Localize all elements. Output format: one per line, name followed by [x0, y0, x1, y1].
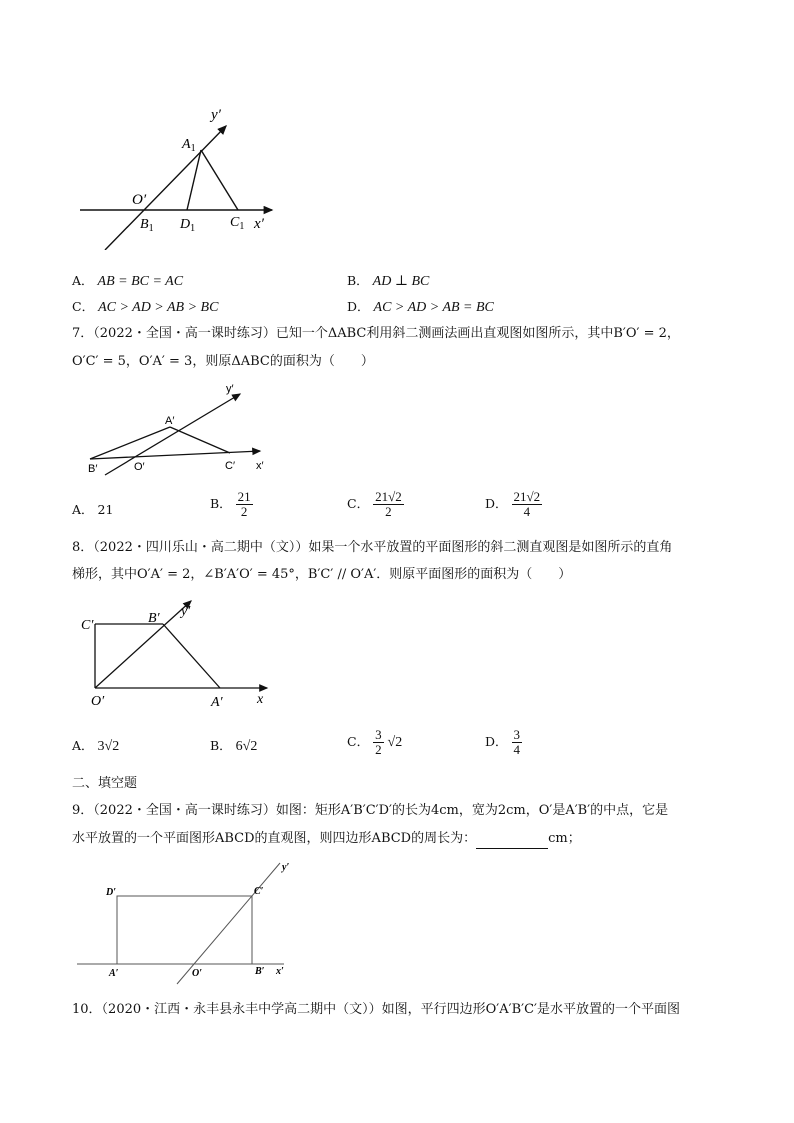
segment-a-c [170, 427, 230, 453]
label-y: y′ [282, 862, 290, 873]
label-x: x′ [254, 216, 264, 232]
q6-option-a[interactable] [72, 271, 183, 290]
q7-stem-line2: O′C′ = 5，O′A′ = 3，则原ΔABC的面积为（ ） [72, 354, 374, 369]
q8-stem-line1: 8．（2022・四川乐山・高二期中（文））如果一个水平放置的平面图形的斜二测直观图是如图所示的直角 [72, 540, 673, 555]
q8-option-c-tail: √2 [387, 735, 403, 750]
q8-option-b-text: 6√2 [235, 739, 258, 754]
label-a: A′ [109, 968, 119, 979]
q9-answer-blank[interactable] [476, 834, 548, 849]
label-o: O′ [132, 192, 147, 208]
q6-option-b-text: AD ⊥ BC [372, 274, 430, 289]
q7-option-a-label: A． [72, 502, 94, 517]
y-axis [105, 394, 240, 475]
y-axis [105, 126, 226, 250]
label-c1: $C_1$ [230, 215, 245, 232]
segment-b-a [163, 624, 220, 688]
q6-option-b-label: B． [347, 273, 369, 288]
label-d: D′ [106, 887, 117, 898]
label-y: y′ [226, 383, 234, 395]
q6-option-d-text: AC > AD > AB = BC [373, 300, 494, 315]
q9-stem-line1: 9．（2022・全国・高一课时练习）如图：矩形A′B′C′D′的长为4cm，宽为2cm，O′是A′B′的中点，它是 [72, 803, 669, 818]
label-b: B′ [255, 966, 265, 977]
y-axis [95, 601, 191, 688]
q6-option-d[interactable] [347, 297, 494, 316]
q6-option-b[interactable] [347, 271, 429, 290]
rectangle [117, 896, 252, 964]
label-y: y′ [181, 604, 191, 619]
q7-option-a-text: 21 [97, 502, 114, 517]
figure-q8 [75, 595, 285, 715]
q9-unit: cm； [548, 831, 581, 846]
q8-option-d-fraction: $\frac{3}{4}$ [513, 727, 521, 757]
q8-option-a-label: A． [72, 738, 94, 753]
label-c: C′ [81, 618, 94, 633]
q7-option-d-fraction: $\frac{21√2}{4}$ [513, 489, 541, 519]
q6-option-a-text: AB = BC = AC [97, 274, 184, 289]
figure-q9 [72, 860, 307, 985]
segment-a1-c1 [201, 150, 238, 210]
label-o: O′ [91, 694, 105, 709]
q7-option-b[interactable] [210, 490, 253, 519]
label-c: C′ [225, 460, 236, 472]
q6-option-c-label: C． [72, 299, 95, 314]
q7-option-c[interactable] [347, 490, 404, 519]
q8-option-d-label: D． [485, 734, 508, 749]
label-o: O′ [192, 968, 203, 979]
q8-option-c-label: C． [347, 734, 370, 749]
q7-option-b-fraction: $\frac{21}{2}$ [237, 489, 251, 519]
q8-option-c-fraction: $\frac{3}{2}$ [375, 727, 382, 757]
y-axis [177, 863, 280, 984]
figure-q6 [70, 100, 290, 250]
label-y: y′ [211, 107, 221, 123]
label-x: x [257, 692, 264, 707]
q7-option-d[interactable] [485, 490, 542, 519]
q7-option-b-label: B． [210, 496, 232, 511]
q7-option-c-fraction: $\frac{21√2}{2}$ [375, 489, 402, 519]
label-x: x′ [276, 966, 284, 977]
q8-option-d[interactable] [485, 728, 522, 757]
q6-option-a-label: A． [72, 273, 94, 288]
q10-stem-line1: 10．（2020・江西・永丰县永丰中学高二期中（文））如图，平行四边形O′A′B′C′是水平放置的一个平面图 [72, 1002, 680, 1017]
figure-q7 [80, 380, 280, 480]
section-title: 二、填空题 [72, 776, 138, 791]
q9-stem-line2 [72, 829, 581, 849]
label-a: A′ [165, 415, 175, 427]
q8-option-a-text: 3√2 [97, 739, 120, 754]
q8-stem-line2: 梯形，其中O′A′ = 2，∠B′A′O′ = 45°，B′C′ // O′A′．则原平面图形的面积为（ ） [72, 567, 572, 582]
q6-option-d-label: D． [347, 299, 370, 314]
label-o: O′ [134, 461, 145, 473]
x-axis [90, 451, 260, 459]
label-b: B′ [88, 463, 98, 475]
q8-option-c[interactable] [347, 728, 402, 757]
q6-option-c-text: AC > AD > AB > BC [98, 300, 219, 315]
label-b: B′ [148, 611, 160, 626]
q7-option-d-label: D． [485, 496, 508, 511]
q8-option-b-label: B． [210, 738, 232, 753]
q8-option-a[interactable] [72, 736, 119, 755]
label-d1: $D_1$ [180, 217, 196, 234]
label-x: x′ [256, 460, 264, 472]
q7-option-a[interactable] [72, 500, 113, 518]
label-a1: $A_1$ [182, 137, 196, 154]
label-b1: $B_1$ [140, 217, 154, 234]
q6-option-c[interactable] [72, 297, 218, 316]
label-c: C′ [254, 886, 264, 897]
q9-stem-line2-text: 水平放置的一个平面图形ABCD的直观图，则四边形ABCD的周长为： [72, 831, 477, 846]
q7-option-c-label: C． [347, 496, 370, 511]
q7-stem-line1: 7．（2022・全国・高一课时练习）已知一个ΔABC利用斜二测画法画出直观图如图所示，其中B′O′ = 2， [72, 326, 680, 341]
label-a: A′ [211, 695, 223, 710]
q8-option-b[interactable] [210, 736, 257, 755]
